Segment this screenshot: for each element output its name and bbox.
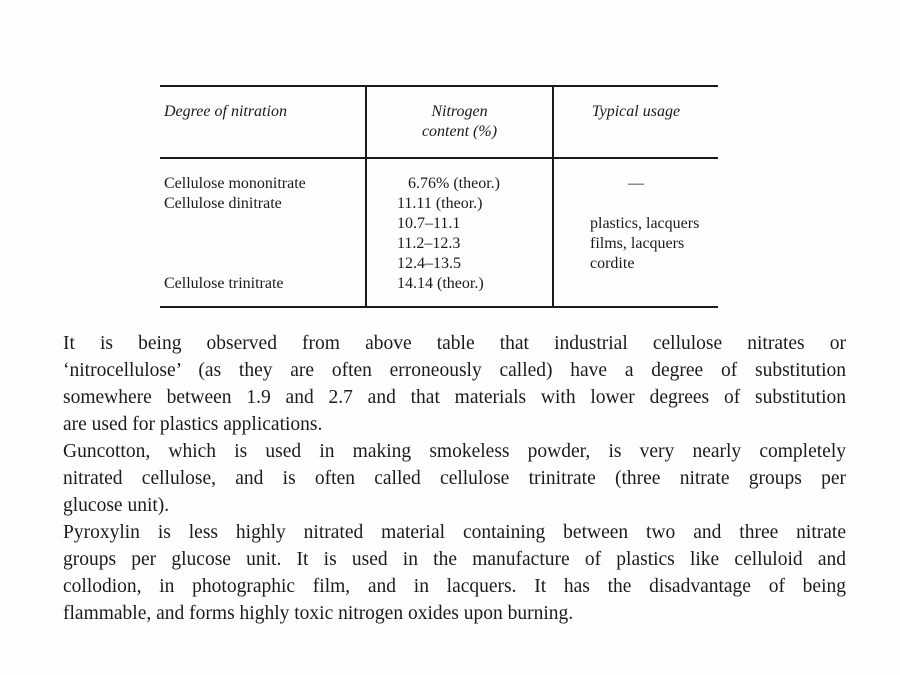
- cell-nitrogen-row5: 12.4–13.5: [397, 255, 461, 272]
- cell-usage-row6: [554, 274, 718, 294]
- text-line: are used for plastics applications.: [63, 414, 323, 435]
- text-line: flammable, and forms highly toxic nitrogen oxides upon burning.: [63, 603, 574, 624]
- cell-nitrogen-row3: 10.7–11.1: [397, 215, 461, 232]
- cell-nitration-row5: [160, 254, 365, 274]
- table-body: [160, 159, 718, 306]
- cell-usage-row4: films, lacquers: [590, 235, 685, 252]
- header-text: Nitrogen: [431, 103, 488, 120]
- cell-usage-row1: —: [628, 175, 644, 192]
- paragraph-observation: [63, 330, 846, 438]
- cell-nitration-row2: Cellulose dinitrate: [164, 195, 282, 212]
- text-line: Pyroxylin is less highly nitrated material containing between two and three nitrate: [63, 522, 846, 543]
- cell-nitration-row6: Cellulose trinitrate: [164, 275, 284, 292]
- cell-nitrogen-row6: 14.14 (theor.): [397, 275, 484, 292]
- body-text: [63, 330, 846, 627]
- cell-nitrogen-row2: 11.11 (theor.): [397, 195, 483, 212]
- cell-usage-row5: cordite: [590, 255, 635, 272]
- cell-nitration-row3: [160, 214, 365, 234]
- column-typical-usage: [552, 159, 718, 306]
- paragraph-guncotton: [63, 438, 846, 519]
- cell-nitration-row1: Cellulose mononitrate: [164, 175, 306, 192]
- text-line: groups per glucose unit. It is used in the manufacture of plastics like celluloid and: [63, 549, 846, 570]
- header-text: content (%): [421, 123, 498, 140]
- table-header-row: [160, 87, 718, 159]
- text-line: Guncotton, which is used in making smokeless powder, is very nearly completely: [63, 441, 846, 462]
- header-nitrogen-content: [365, 87, 552, 157]
- cell-usage-row2: [554, 194, 718, 214]
- paragraph-pyroxylin: [63, 519, 846, 627]
- text-line: It is being observed from above table that industrial cellulose nitrates or: [63, 333, 846, 354]
- cell-usage-row3: plastics, lacquers: [590, 215, 700, 232]
- text-line: glucose unit).: [63, 495, 170, 516]
- text-line: nitrated cellulose, and is often called cellulose trinitrate (three nitrate groups per: [63, 468, 846, 489]
- column-nitrogen-content: [365, 159, 552, 306]
- text-line: ‘nitrocellulose’ (as they are often erroneously called) have a degree of substitution: [63, 360, 846, 381]
- header-degree-of-nitration: [160, 87, 365, 157]
- text-line: collodion, in photographic film, and in lacquers. It has the disadvantage of being: [63, 576, 846, 597]
- nitration-table: [160, 85, 718, 308]
- cell-nitration-row4: [160, 234, 365, 254]
- text-line: somewhere between 1.9 and 2.7 and that materials with lower degrees of substitution: [63, 387, 846, 408]
- header-text: Degree of nitration: [164, 103, 287, 120]
- cell-nitrogen-row1: 6.76% (theor.): [408, 175, 500, 192]
- header-text: Typical usage: [591, 103, 681, 120]
- cell-nitrogen-row4: 11.2–12.3: [397, 235, 461, 252]
- header-typical-usage: [552, 87, 718, 157]
- column-degree-of-nitration: [160, 159, 365, 306]
